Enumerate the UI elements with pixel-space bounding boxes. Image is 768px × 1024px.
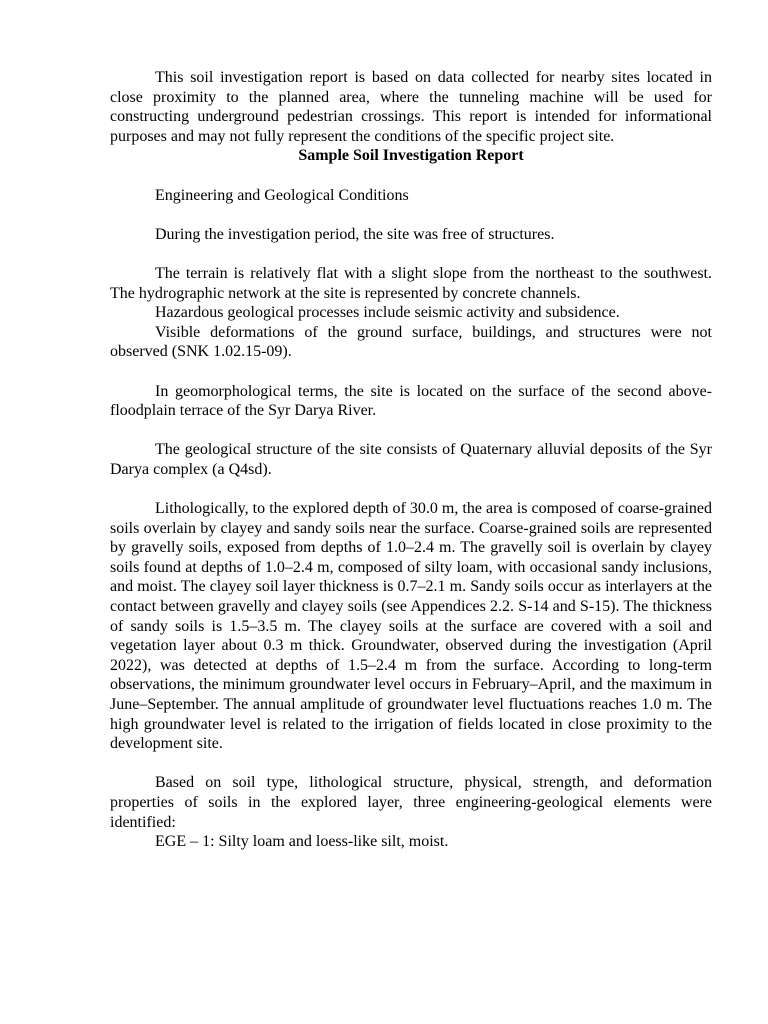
hazards-paragraph: Hazardous geological processes include seismic activity and subsidence. [155, 304, 620, 322]
terrain-paragraph: The terrain is relatively flat with a slight slope from the northeast to the southwest. The hydrographic network at the site is represented by concrete channels. [110, 264, 712, 302]
deformations-paragraph: Visible deformations of the ground surface, buildings, and structures were not observed (SNK 1.02.15-09). [110, 323, 712, 361]
geomorphology-paragraph: In geomorphological terms, the site is located on the surface of the second above-floodplain terrace of the Syr Darya River. [110, 382, 712, 420]
structures-paragraph: During the investigation period, the site was free of structures. [155, 225, 555, 243]
intro-paragraph: This soil investigation report is based on data collected for nearby sites located in close proximity to the planned area, where the tunneling machine will be used for constructing underground pedestrian crossings. This report is intended for informational purposes and may not fully represent the conditions of the specific project site. [110, 69, 712, 145]
lithology-paragraph: Lithologically, to the explored depth of 30.0 m, the area is composed of coarse-grained soils overlain by clayey and sandy soils near the surface. Coarse-grained soils are represented by gravelly soils, exposed from depths of 1.0–2.4 m. The gravelly soil is overlain by clayey soils found at depths of 1.0–2.4 m, composed of silty loam, with occasional sandy inclusions, and moist. The clayey soil layer thickness is 0.7–2.1 m. Sandy soils occur as interlayers at the contact between gravelly and clayey soils (see Appendices 2.2. S-14 and S-15). The thickness of sandy soils is 1.5–3.5 m. The clayey soils at the surface are covered with a soil and vegetation layer about 0.3 m thick. Groundwater, observed during the investigation (April 2022), was detected at depths of 1.5–2.4 m from the surface. According to long-term observations, the minimum groundwater level occurs in February–April, and the maximum in June–September. The annual amplitude of groundwater level fluctuations reaches 1.0 m. The high groundwater level is related to the irrigation of fields located in close proximity to the development site. [110, 500, 712, 753]
report-title: Sample Soil Investigation Report [298, 147, 524, 165]
section-heading: Engineering and Geological Conditions [155, 186, 409, 204]
geology-paragraph: The geological structure of the site consists of Quaternary alluvial deposits of the Syr Darya complex (a Q4sd). [110, 441, 712, 478]
ege-1-item: EGE – 1: Silty loam and loess-like silt, moist. [155, 833, 449, 851]
ege-intro-paragraph: Based on soil type, lithological structure, physical, strength, and deformation properties of soils in the explored layer, three engineering-geological elements were identified: [110, 774, 712, 831]
document-page [110, 68, 712, 852]
